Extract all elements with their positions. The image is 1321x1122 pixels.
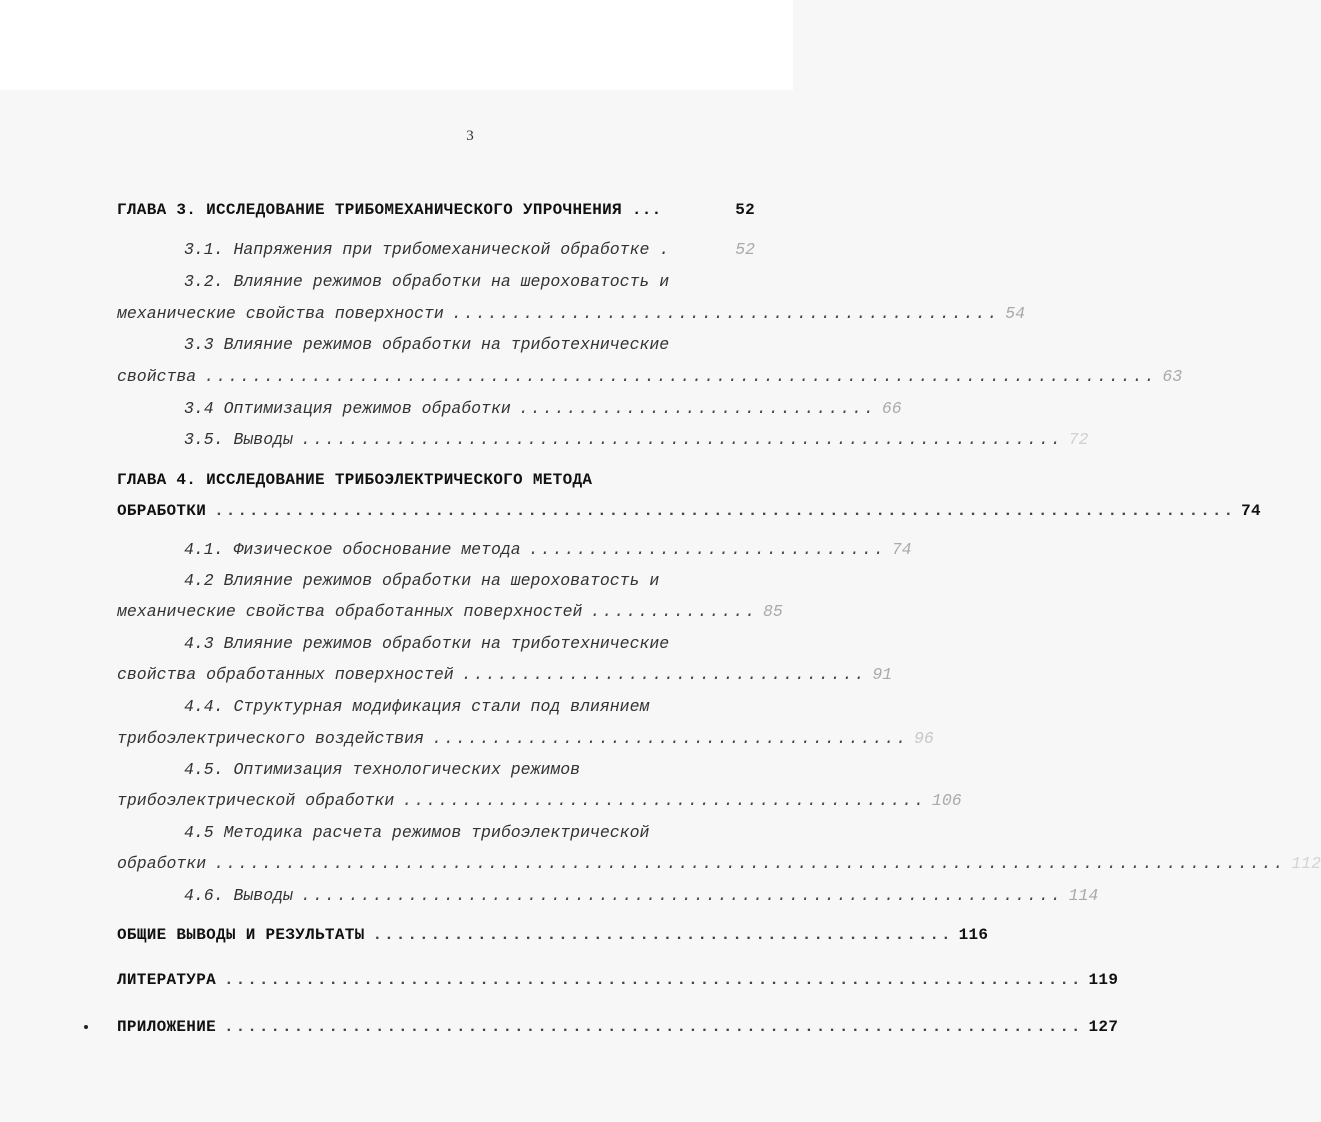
leader-dots: ..................................: [461, 665, 867, 684]
leader-dots: ........................................: [431, 729, 909, 748]
toc-entry-page: 52: [735, 201, 755, 219]
toc-entry-4-2-line2: [117, 600, 783, 624]
toc-entry-3-3-line2: [117, 365, 1183, 389]
toc-entry-text: 4.1. Физическое обоснование метода: [184, 540, 521, 559]
toc-entry-4-3-line2: [117, 663, 893, 687]
toc-entry-4-1: [184, 538, 912, 562]
toc-entry-3-3-line1: [184, 333, 755, 357]
toc-entry-page: 63: [1162, 367, 1183, 386]
toc-entry-text: 3.3 Влияние режимов обработки на триботехнические: [184, 335, 670, 354]
toc-entry-4-4-line1: [184, 695, 755, 719]
toc-entry-page: 112: [1291, 854, 1321, 873]
leader-dots: ................................................................: [300, 430, 1063, 449]
leader-dots: ..........................................................................................: [214, 854, 1286, 873]
toc-entry-text: 3.1. Напряжения при трибомеханической обработке .: [184, 240, 670, 259]
toc-entry-3-1: [184, 238, 755, 262]
toc-entry-text: ГЛАВА 3. ИССЛЕДОВАНИЕ ТРИБОМЕХАНИЧЕСКОГО УПРОЧНЕНИЯ ...: [117, 201, 662, 219]
toc-entry-3-4: [184, 397, 902, 421]
toc-entry-text: 4.5. Оптимизация технологических режимов: [184, 760, 581, 779]
toc-entry-text: 4.4. Структурная модификация стали под влиянием: [184, 697, 650, 716]
toc-entry-chapter-3: [117, 198, 755, 222]
toc-entry-page: 54: [1005, 304, 1026, 323]
toc-entry-text: 4.6. Выводы: [184, 886, 293, 905]
toc-entry-text: ОБРАБОТКИ: [117, 502, 207, 520]
toc-entry-page: 91: [872, 665, 893, 684]
toc-entry-page: 72: [1068, 430, 1089, 449]
toc-entry-4-2-line1: [184, 569, 755, 593]
toc-entry-page: 119: [1088, 971, 1119, 989]
toc-entry-4-5-line1: [184, 758, 755, 782]
page-top-margin: [0, 0, 793, 90]
toc-entry-conclusions: [117, 923, 989, 947]
page-number: 3: [466, 128, 474, 144]
toc-entry-chapter-4-line2: [117, 499, 1261, 523]
leader-dots: ................................................................: [300, 886, 1063, 905]
toc-entry-text: трибоэлектрической обработки: [117, 791, 395, 810]
toc-entry-text: 3.5. Выводы: [184, 430, 293, 449]
toc-entry-text: ОБЩИЕ ВЫВОДЫ И РЕЗУЛЬТАТЫ: [117, 926, 365, 944]
toc-entry-page: 116: [958, 926, 989, 944]
leader-dots: ............................................: [402, 791, 926, 810]
toc-entry-text: 4.5 Методика расчета режимов трибоэлектрической: [184, 823, 650, 842]
toc-entry-literature: [117, 968, 1119, 992]
toc-entry-3-2-line2: [117, 302, 1026, 326]
toc-entry-text: свойства: [117, 367, 197, 386]
toc-entry-page: 74: [891, 540, 912, 559]
toc-entry-text: 3.2. Влияние режимов обработки на шероховатость и: [184, 272, 670, 291]
leader-dots: ..........................................................................: [224, 1018, 1083, 1036]
toc-entry-4-4-line2: [117, 727, 934, 751]
leader-dots: ..............................................: [451, 304, 1000, 323]
toc-entry-4-5b-line2: [117, 852, 1321, 876]
toc-entry-text: ЛИТЕРАТУРА: [117, 971, 217, 989]
toc-entry-chapter-4-line1: [117, 468, 755, 492]
toc-entry-text: механические свойства обработанных поверхностей: [117, 602, 583, 621]
leader-dots: ........................................................................................: [214, 502, 1236, 520]
leader-dots: ..............: [590, 602, 758, 621]
leader-dots: ..................................................: [372, 926, 953, 944]
leader-dots: ................................................................................: [204, 367, 1157, 386]
toc-entry-4-5b-line1: [184, 821, 755, 845]
toc-entry-4-3-line1: [184, 632, 755, 656]
toc-entry-text: трибоэлектрического воздействия: [117, 729, 424, 748]
toc-entry-3-2-line1: [184, 270, 755, 294]
leader-dots: ..............................: [528, 540, 886, 559]
toc-entry-text: 3.4 Оптимизация режимов обработки: [184, 399, 511, 418]
toc-entry-text: свойства обработанных поверхностей: [117, 665, 454, 684]
toc-entry-page: 66: [881, 399, 902, 418]
toc-entry-text: обработки: [117, 854, 207, 873]
toc-entry-page: 52: [735, 240, 755, 259]
toc-entry-3-5: [184, 428, 1089, 452]
toc-entry-text: ГЛАВА 4. ИССЛЕДОВАНИЕ ТРИБОЭЛЕКТРИЧЕСКОГО МЕТОДА: [117, 471, 593, 489]
toc-entry-page: 74: [1241, 502, 1261, 520]
toc-entry-text: механические свойства поверхности: [117, 304, 444, 323]
leader-dots: ..............................: [518, 399, 876, 418]
toc-entry-page: 85: [763, 602, 783, 621]
toc-entry-text: ПРИЛОЖЕНИЕ: [117, 1018, 217, 1036]
bullet-mark: [84, 1025, 88, 1029]
toc-entry-4-5-line2: [117, 789, 962, 813]
toc-entry-appendix: [117, 1015, 1119, 1039]
toc-entry-page: 106: [931, 791, 962, 810]
leader-dots: ..........................................................................: [224, 971, 1083, 989]
toc-entry-page: 114: [1068, 886, 1099, 905]
toc-entry-text: 4.3 Влияние режимов обработки на триботехнические: [184, 634, 670, 653]
toc-entry-page: 127: [1088, 1018, 1119, 1036]
toc-entry-page: 96: [914, 729, 934, 748]
toc-entry-text: 4.2 Влияние режимов обработки на шероховатость и: [184, 571, 660, 590]
toc-entry-4-6: [184, 884, 1099, 908]
